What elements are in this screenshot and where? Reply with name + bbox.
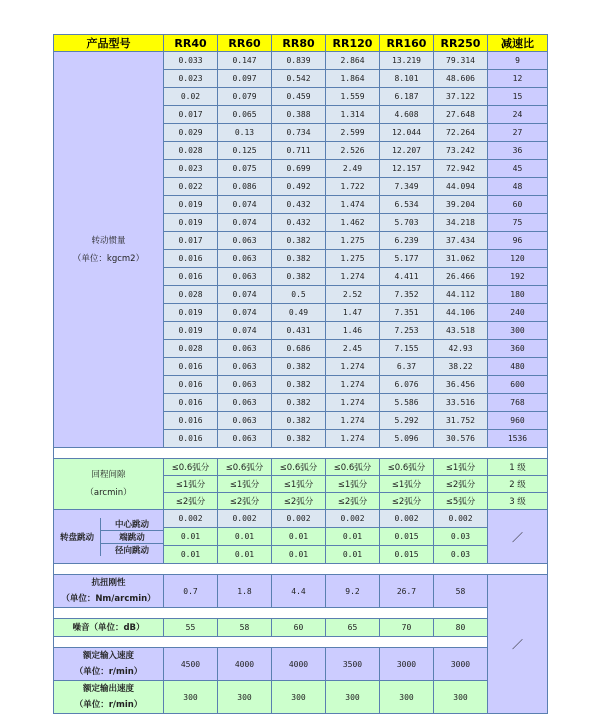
inertia-value: 1.274 — [326, 358, 380, 376]
inertia-value: 72.942 — [434, 160, 488, 178]
stiffness-value: 9.2 — [326, 575, 380, 608]
spec-table — [53, 34, 548, 714]
inertia-value: 0.063 — [218, 340, 272, 358]
inertia-value: 1.274 — [326, 394, 380, 412]
inertia-value: 0.074 — [218, 322, 272, 340]
inertia-value: 0.699 — [272, 160, 326, 178]
inertia-value: 0.382 — [272, 430, 326, 448]
ratio-value: 45 — [488, 160, 548, 178]
runout-value: 0.002 — [380, 510, 434, 528]
runout-value: 0.002 — [218, 510, 272, 528]
backlash-value: ≤1弧分 — [434, 459, 488, 476]
inertia-value: 13.219 — [380, 52, 434, 70]
ratio-header: 减速比 — [488, 35, 548, 52]
gap-cell — [54, 448, 548, 459]
ratio-value: 12 — [488, 70, 548, 88]
inertia-value: 1.274 — [326, 376, 380, 394]
model-header: 产品型号 — [54, 35, 164, 52]
inertia-value: 6.534 — [380, 196, 434, 214]
inertia-value: 6.37 — [380, 358, 434, 376]
inertia-value: 0.079 — [218, 88, 272, 106]
inertia-value: 0.382 — [272, 232, 326, 250]
runout-value: 0.002 — [272, 510, 326, 528]
ratio-value: 360 — [488, 340, 548, 358]
inertia-value: 7.253 — [380, 322, 434, 340]
ratio-value: 15 — [488, 88, 548, 106]
inertia-value: 5.586 — [380, 394, 434, 412]
noise-value: 80 — [434, 619, 488, 637]
input-speed-value: 4500 — [164, 648, 218, 681]
backlash-value: ≤0.6弧分 — [272, 459, 326, 476]
grade-value: 2 级 — [488, 476, 548, 493]
label-line: 额定输入速度 — [82, 651, 134, 661]
inertia-value: 5.703 — [380, 214, 434, 232]
runout-value: 0.01 — [272, 546, 326, 564]
runout-value: 0.015 — [380, 528, 434, 546]
inertia-value: 0.382 — [272, 376, 326, 394]
runout-label — [54, 510, 164, 564]
gap-row — [54, 637, 548, 648]
label-line: 抗扭刚性 — [91, 578, 126, 588]
backlash-value: ≤2弧分 — [218, 493, 272, 510]
gap-row — [54, 448, 548, 459]
inertia-value: 0.5 — [272, 286, 326, 304]
inertia-value: 0.063 — [218, 394, 272, 412]
inertia-value: 0.382 — [272, 358, 326, 376]
runout-value: 0.01 — [218, 528, 272, 546]
ratio-value: 96 — [488, 232, 548, 250]
inertia-value: 0.063 — [218, 232, 272, 250]
inertia-value: 72.264 — [434, 124, 488, 142]
gap-cell — [54, 564, 548, 575]
runout-value: 0.01 — [326, 528, 380, 546]
inertia-value: 34.218 — [434, 214, 488, 232]
inertia-value: 0.017 — [164, 232, 218, 250]
noise-value: 65 — [326, 619, 380, 637]
backlash-row — [54, 459, 548, 476]
label-unit: （单位：kgcm2） — [72, 253, 145, 264]
inertia-value: 1.47 — [326, 304, 380, 322]
inertia-value: 39.204 — [434, 196, 488, 214]
inertia-value: 1.722 — [326, 178, 380, 196]
inertia-value: 0.016 — [164, 376, 218, 394]
ratio-value: 1536 — [488, 430, 548, 448]
label-unit: （arcmin） — [85, 488, 132, 498]
label-line: 回程间隙 — [91, 470, 126, 480]
inertia-value: 7.155 — [380, 340, 434, 358]
inertia-label — [54, 52, 164, 448]
noise-value: 55 — [164, 619, 218, 637]
ratio-value: 600 — [488, 376, 548, 394]
inertia-value: 1.275 — [326, 232, 380, 250]
inertia-value: 0.016 — [164, 250, 218, 268]
runout-main-label: 转盘跳动 — [54, 518, 100, 556]
ratio-value: 60 — [488, 196, 548, 214]
backlash-value: ≤5弧分 — [434, 493, 488, 510]
inertia-value: 12.044 — [380, 124, 434, 142]
output-speed-row — [54, 681, 548, 714]
inertia-value: 0.147 — [218, 52, 272, 70]
label-unit: （单位：r/min） — [74, 700, 143, 710]
stiffness-value: 58 — [434, 575, 488, 608]
ratio-value: 48 — [488, 178, 548, 196]
ratio-value: 300 — [488, 322, 548, 340]
model-rr40: RR40 — [164, 35, 218, 52]
inertia-value: 5.177 — [380, 250, 434, 268]
slash-mark: ／ — [488, 575, 548, 714]
inertia-value: 1.559 — [326, 88, 380, 106]
ratio-value: 36 — [488, 142, 548, 160]
runout-value: 0.002 — [164, 510, 218, 528]
inertia-value: 27.648 — [434, 106, 488, 124]
runout-sublabel: 端跳动 — [100, 531, 163, 544]
input-speed-value: 3000 — [434, 648, 488, 681]
inertia-value: 2.526 — [326, 142, 380, 160]
inertia-value: 0.016 — [164, 268, 218, 286]
backlash-value: ≤1弧分 — [380, 476, 434, 493]
inertia-value: 0.542 — [272, 70, 326, 88]
inertia-value: 6.239 — [380, 232, 434, 250]
inertia-value: 0.388 — [272, 106, 326, 124]
inertia-value: 0.097 — [218, 70, 272, 88]
input-speed-row — [54, 648, 548, 681]
model-rr60: RR60 — [218, 35, 272, 52]
backlash-value: ≤1弧分 — [218, 476, 272, 493]
inertia-value: 43.518 — [434, 322, 488, 340]
backlash-value: ≤2弧分 — [434, 476, 488, 493]
inertia-value: 44.112 — [434, 286, 488, 304]
inertia-value: 0.063 — [218, 250, 272, 268]
inertia-value: 0.019 — [164, 304, 218, 322]
grade-value: 1 级 — [488, 459, 548, 476]
inertia-value: 30.576 — [434, 430, 488, 448]
inertia-value: 44.106 — [434, 304, 488, 322]
inertia-value: 0.074 — [218, 286, 272, 304]
header-row — [54, 35, 548, 52]
model-rr160: RR160 — [380, 35, 434, 52]
noise-label: 噪音（单位：dB） — [54, 619, 164, 637]
label-unit: （单位：r/min） — [74, 667, 143, 677]
runout-sublabel: 径向跳动 — [100, 544, 163, 556]
output-speed-value: 300 — [272, 681, 326, 714]
inertia-value: 37.122 — [434, 88, 488, 106]
backlash-value: ≤2弧分 — [272, 493, 326, 510]
stiffness-value: 26.7 — [380, 575, 434, 608]
inertia-value: 26.466 — [434, 268, 488, 286]
inertia-value: 0.075 — [218, 160, 272, 178]
inertia-value: 7.349 — [380, 178, 434, 196]
inertia-value: 0.125 — [218, 142, 272, 160]
input-speed-value: 3000 — [380, 648, 434, 681]
inertia-value: 0.432 — [272, 196, 326, 214]
inertia-value: 0.019 — [164, 196, 218, 214]
inertia-value: 0.382 — [272, 250, 326, 268]
noise-value: 58 — [218, 619, 272, 637]
inertia-value: 12.157 — [380, 160, 434, 178]
inertia-value: 73.242 — [434, 142, 488, 160]
input-speed-value: 3500 — [326, 648, 380, 681]
input-speed-value: 4000 — [218, 648, 272, 681]
inertia-value: 12.207 — [380, 142, 434, 160]
inertia-value: 31.062 — [434, 250, 488, 268]
inertia-value: 44.094 — [434, 178, 488, 196]
inertia-value: 1.474 — [326, 196, 380, 214]
inertia-value: 2.864 — [326, 52, 380, 70]
inertia-value: 0.734 — [272, 124, 326, 142]
inertia-value: 0.022 — [164, 178, 218, 196]
inertia-value: 0.063 — [218, 358, 272, 376]
inertia-value: 0.063 — [218, 430, 272, 448]
stiffness-value: 0.7 — [164, 575, 218, 608]
gap-cell — [54, 637, 488, 648]
inertia-value: 1.314 — [326, 106, 380, 124]
inertia-value: 0.063 — [218, 412, 272, 430]
spec-table-body — [54, 35, 548, 714]
inertia-value: 1.275 — [326, 250, 380, 268]
inertia-value: 0.033 — [164, 52, 218, 70]
stiffness-label — [54, 575, 164, 608]
model-rr80: RR80 — [272, 35, 326, 52]
inertia-value: 42.93 — [434, 340, 488, 358]
runout-value: 0.01 — [272, 528, 326, 546]
label-line: 转动惯量 — [91, 235, 126, 246]
inertia-value: 0.382 — [272, 412, 326, 430]
inertia-value: 0.382 — [272, 268, 326, 286]
inertia-value: 0.016 — [164, 394, 218, 412]
ratio-value: 768 — [488, 394, 548, 412]
inertia-value: 0.028 — [164, 340, 218, 358]
backlash-value: ≤2弧分 — [164, 493, 218, 510]
inertia-value: 1.46 — [326, 322, 380, 340]
ratio-value: 240 — [488, 304, 548, 322]
inertia-value: 0.074 — [218, 304, 272, 322]
inertia-value: 79.314 — [434, 52, 488, 70]
label-line: 额定输出速度 — [82, 684, 134, 694]
inertia-value: 37.434 — [434, 232, 488, 250]
inertia-value: 6.187 — [380, 88, 434, 106]
ratio-value: 120 — [488, 250, 548, 268]
runout-value: 0.002 — [326, 510, 380, 528]
backlash-value: ≤0.6弧分 — [326, 459, 380, 476]
ratio-value: 9 — [488, 52, 548, 70]
ratio-value: 75 — [488, 214, 548, 232]
inertia-value: 0.016 — [164, 412, 218, 430]
inertia-value: 4.411 — [380, 268, 434, 286]
ratio-value: 960 — [488, 412, 548, 430]
noise-row — [54, 619, 548, 637]
output-speed-value: 300 — [326, 681, 380, 714]
inertia-value: 0.074 — [218, 196, 272, 214]
inertia-value: 0.074 — [218, 214, 272, 232]
output-speed-value: 300 — [218, 681, 272, 714]
gap-cell — [54, 608, 488, 619]
runout-row — [54, 510, 548, 528]
runout-value: 0.01 — [164, 528, 218, 546]
runout-value: 0.015 — [380, 546, 434, 564]
inertia-value: 8.101 — [380, 70, 434, 88]
stiffness-row — [54, 575, 548, 608]
inertia-value: 33.516 — [434, 394, 488, 412]
inertia-value: 0.839 — [272, 52, 326, 70]
inertia-value: 36.456 — [434, 376, 488, 394]
inertia-value: 1.274 — [326, 268, 380, 286]
inertia-value: 2.52 — [326, 286, 380, 304]
inertia-value: 1.274 — [326, 430, 380, 448]
inertia-value: 0.029 — [164, 124, 218, 142]
gap-row — [54, 608, 548, 619]
inertia-value: 0.023 — [164, 160, 218, 178]
inertia-value: 0.02 — [164, 88, 218, 106]
inertia-value: 1.274 — [326, 412, 380, 430]
inertia-value: 0.028 — [164, 142, 218, 160]
inertia-value: 5.096 — [380, 430, 434, 448]
inertia-value: 4.608 — [380, 106, 434, 124]
inertia-value: 0.016 — [164, 358, 218, 376]
output-speed-value: 300 — [434, 681, 488, 714]
runout-sublabel: 中心跳动 — [100, 518, 163, 531]
inertia-value: 0.686 — [272, 340, 326, 358]
inertia-row — [54, 52, 548, 70]
runout-value: 0.03 — [434, 528, 488, 546]
inertia-value: 5.292 — [380, 412, 434, 430]
inertia-value: 0.019 — [164, 214, 218, 232]
inertia-value: 1.864 — [326, 70, 380, 88]
inertia-value: 0.711 — [272, 142, 326, 160]
inertia-value: 0.016 — [164, 430, 218, 448]
runout-value: 0.03 — [434, 546, 488, 564]
inertia-value: 0.431 — [272, 322, 326, 340]
inertia-value: 0.017 — [164, 106, 218, 124]
stiffness-value: 4.4 — [272, 575, 326, 608]
inertia-value: 0.382 — [272, 394, 326, 412]
inertia-value: 1.462 — [326, 214, 380, 232]
runout-value: 0.01 — [326, 546, 380, 564]
inertia-value: 38.22 — [434, 358, 488, 376]
noise-value: 60 — [272, 619, 326, 637]
output-speed-label — [54, 681, 164, 714]
backlash-value: ≤1弧分 — [272, 476, 326, 493]
ratio-value: 192 — [488, 268, 548, 286]
inertia-value: 0.019 — [164, 322, 218, 340]
inertia-value: 0.065 — [218, 106, 272, 124]
input-speed-value: 4000 — [272, 648, 326, 681]
inertia-value: 0.13 — [218, 124, 272, 142]
inertia-value: 48.606 — [434, 70, 488, 88]
inertia-value: 2.599 — [326, 124, 380, 142]
backlash-value: ≤0.6弧分 — [164, 459, 218, 476]
inertia-value: 0.028 — [164, 286, 218, 304]
ratio-value: 27 — [488, 124, 548, 142]
output-speed-value: 300 — [380, 681, 434, 714]
inertia-value: 0.063 — [218, 268, 272, 286]
inertia-value: 2.49 — [326, 160, 380, 178]
inertia-value: 0.063 — [218, 376, 272, 394]
inertia-value: 7.352 — [380, 286, 434, 304]
gap-row — [54, 564, 548, 575]
slash-mark: ／ — [488, 510, 548, 564]
inertia-value: 0.432 — [272, 214, 326, 232]
input-speed-label — [54, 648, 164, 681]
inertia-value: 6.076 — [380, 376, 434, 394]
runout-sublabels — [100, 518, 163, 556]
inertia-value: 0.49 — [272, 304, 326, 322]
output-speed-value: 300 — [164, 681, 218, 714]
inertia-value: 0.023 — [164, 70, 218, 88]
label-unit: （单位：Nm/arcmin） — [61, 594, 156, 604]
runout-value: 0.01 — [164, 546, 218, 564]
ratio-value: 180 — [488, 286, 548, 304]
backlash-value: ≤2弧分 — [326, 493, 380, 510]
model-rr120: RR120 — [326, 35, 380, 52]
runout-value: 0.002 — [434, 510, 488, 528]
inertia-value: 0.459 — [272, 88, 326, 106]
inertia-value: 31.752 — [434, 412, 488, 430]
model-rr250: RR250 — [434, 35, 488, 52]
ratio-value: 480 — [488, 358, 548, 376]
grade-value: 3 级 — [488, 493, 548, 510]
inertia-value: 7.351 — [380, 304, 434, 322]
backlash-value: ≤1弧分 — [164, 476, 218, 493]
backlash-value: ≤0.6弧分 — [380, 459, 434, 476]
backlash-value: ≤1弧分 — [326, 476, 380, 493]
backlash-value: ≤2弧分 — [380, 493, 434, 510]
runout-value: 0.01 — [218, 546, 272, 564]
ratio-value: 24 — [488, 106, 548, 124]
inertia-value: 0.086 — [218, 178, 272, 196]
inertia-value: 0.492 — [272, 178, 326, 196]
inertia-value: 2.45 — [326, 340, 380, 358]
backlash-value: ≤0.6弧分 — [218, 459, 272, 476]
backlash-label — [54, 459, 164, 510]
stiffness-value: 1.8 — [218, 575, 272, 608]
noise-value: 70 — [380, 619, 434, 637]
